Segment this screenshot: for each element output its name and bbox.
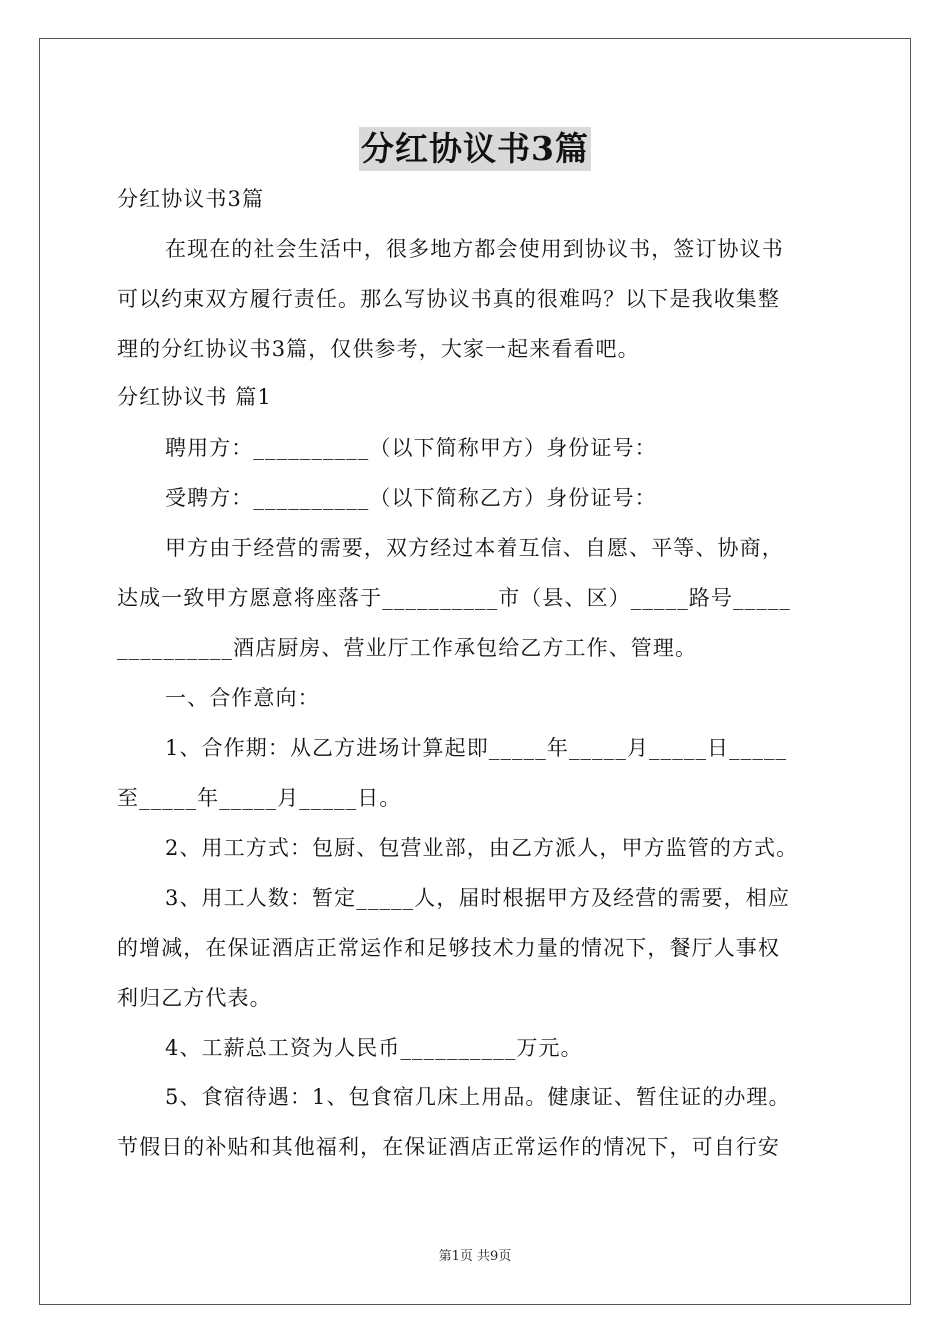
paragraph-line: 1、合作期：从乙方进场计算起即_____年_____月_____日_____ [165,736,788,760]
paragraph-line: __________酒店厨房、营业厅工作承包给乙方工作、管理。 [117,636,698,660]
document-title: 分红协议书3篇 [359,127,591,171]
paragraph-line: 理的分红协议书3篇，仅供参考，大家一起来看看吧。 [117,337,640,361]
paragraph-line: 节假日的补贴和其他福利，在保证酒店正常运作的情况下，可自行安 [117,1135,780,1159]
paragraph-line: 2、用工方式：包厨、包营业部，由乙方派人，甲方监管的方式。 [165,836,799,860]
paragraph-line: 的增减，在保证酒店正常运作和足够技术力量的情况下，餐厅人事权 [117,936,780,960]
clause-heading: 一、合作意向： [165,686,320,710]
paragraph-line: 4、工薪总工资为人民币__________万元。 [165,1036,583,1060]
paragraph-line: 3、用工人数：暂定_____人，届时根据甲方及经营的需要，相应 [165,886,790,910]
paragraph-line: 至_____年_____月_____日。 [117,786,402,810]
paragraph-line: 甲方由于经营的需要，双方经过本着互信、自愿、平等、协商， [165,536,784,560]
page-footer: 第1页 共9页 [438,1249,512,1264]
paragraph-line: 受聘方：__________（以下简称乙方）身份证号： [165,486,657,510]
paragraph-line: 达成一致甲方愿意将座落于__________市（县、区）_____路号_____ [117,586,791,610]
paragraph-line: 可以约束双方履行责任。那么写协议书真的很难吗？以下是我收集整 [117,287,780,311]
paragraph-line: 在现在的社会生活中，很多地方都会使用到协议书，签订协议书 [165,237,784,261]
paragraph-line: 5、食宿待遇：1、包食宿几床上用品。健康证、暂住证的办理。 [165,1085,791,1109]
section-heading: 分红协议书 篇1 [117,385,272,409]
page-border [39,38,911,1305]
paragraph-line: 利归乙方代表。 [117,986,272,1010]
title-container [0,127,950,171]
subtitle-line: 分红协议书3篇 [117,187,265,211]
paragraph-line: 聘用方：__________（以下简称甲方）身份证号： [165,436,657,460]
